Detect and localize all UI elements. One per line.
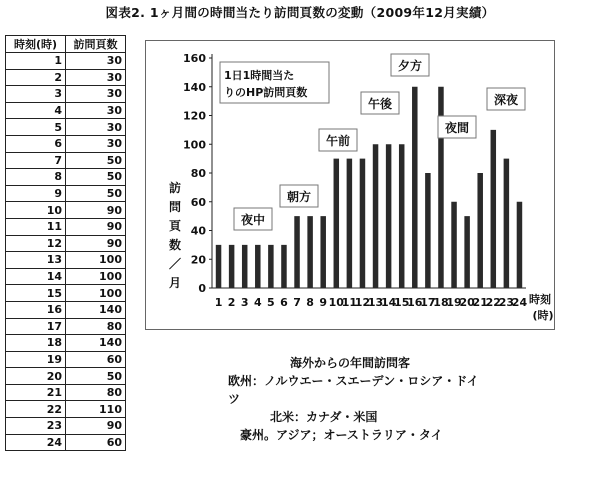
bar [517,202,523,288]
bar [491,130,497,288]
cell-hour: 22 [6,401,66,418]
bar [281,245,287,288]
cell-pages: 80 [66,384,126,401]
cell-hour: 1 [6,53,66,70]
x-tick-label: 8 [306,296,314,309]
x-tick-label: 2 [227,296,236,309]
cell-pages: 90 [66,235,126,252]
cell-pages: 90 [66,202,126,219]
visitors-line-north-america: 北米：カナダ・米国 [270,410,378,424]
cell-hour: 3 [6,86,66,103]
annotation-nighttime: 夜間 [444,121,470,135]
y-tick-label: 140 [183,80,206,94]
annotation-night: 夜中 [240,213,266,227]
annotation-forenoon: 午前 [325,134,351,148]
y-tick-label: 60 [190,195,206,209]
cell-hour: 14 [6,268,66,285]
x-tick-label: 17 [420,296,436,309]
header-hour: 時刻(時) [6,36,66,53]
legend-note-line: りのHP訪問頁数 [224,86,308,99]
x-tick-label: 6 [280,296,288,309]
cell-hour: 9 [6,185,66,202]
bar [386,144,392,288]
x-tick-label: 16 [407,296,423,309]
bar [268,245,274,288]
x-tick-label: 10 [328,296,344,309]
header-pages: 訪問頁数 [66,36,126,53]
y-tick-label: 40 [190,224,206,238]
cell-hour: 21 [6,384,66,401]
cell-pages: 30 [66,86,126,103]
bar [334,159,340,288]
x-tick-label: 13 [367,296,384,309]
y-axis-label: 訪 [168,181,182,195]
bar [504,159,510,288]
x-tick-label: 9 [319,296,328,309]
cell-pages: 100 [66,268,126,285]
annotation-afternoon: 午後 [367,97,393,111]
bar [229,245,235,288]
bar [464,216,470,288]
bar [477,173,483,288]
cell-hour: 15 [6,285,66,302]
cell-pages: 30 [66,69,126,86]
y-tick-label: 0 [198,282,206,295]
visitors-line-europe: 欧州：ノルウエー・スエーデン・ロシア・ドイツ [228,374,479,406]
cell-pages: 100 [66,285,126,302]
cell-pages: 50 [66,185,126,202]
visitors-line-oceania-asia: 豪州。アジア；オーストラリア・タイ [240,428,443,442]
x-tick-label: 12 [354,296,371,309]
x-tick-label: 22 [485,296,501,309]
cell-pages: 110 [66,401,126,418]
x-tick-label: 23 [498,296,515,309]
x-tick-label: 3 [240,296,249,309]
x-tick-label: 24 [511,296,528,309]
x-tick-label: 11 [341,296,358,309]
y-tick-label: 20 [190,253,206,267]
y-axis-label: 月 [168,276,182,290]
y-tick-label: 120 [183,109,206,123]
legend-note-line: 1日1時間当た [224,69,295,82]
x-tick-label: 21 [472,296,488,309]
cell-pages: 30 [66,102,126,119]
cell-pages: 30 [66,53,126,70]
cell-pages: 80 [66,318,126,335]
x-tick-label: 14 [380,296,397,309]
x-tick-label: 1 [214,296,223,309]
y-tick-label: 100 [183,138,206,152]
cell-hour: 18 [6,335,66,352]
x-axis-label-unit: (時) [532,309,554,322]
bar [294,216,300,288]
cell-hour: 12 [6,235,66,252]
bar [399,144,405,288]
cell-pages: 100 [66,252,126,269]
cell-pages: 90 [66,418,126,435]
y-axis-label: 頁 [168,219,182,233]
visitors-heading: 海外からの年間訪問客 [289,356,410,370]
x-tick-label: 20 [459,296,475,309]
cell-hour: 10 [6,202,66,219]
annotation-late-night: 深夜 [493,93,519,107]
cell-hour: 11 [6,218,66,235]
cell-hour: 8 [6,169,66,186]
bar [425,173,431,288]
x-axis-label: 時刻 [529,293,551,306]
cell-hour: 24 [6,434,66,451]
cell-hour: 23 [6,418,66,435]
bar [307,216,313,288]
cell-hour: 13 [6,252,66,269]
cell-pages: 50 [66,169,126,186]
bar [255,245,261,288]
cell-hour: 17 [6,318,66,335]
cell-pages: 140 [66,335,126,352]
figure-title: 図表2. 1ヶ月間の時間当たり訪問頁数の変動（2009年12月実績） [105,5,495,20]
y-axis-label: ／ [168,257,182,271]
y-tick-label: 160 [183,52,206,65]
cell-hour: 16 [6,301,66,318]
bar [360,159,366,288]
annotation-evening: 夕方 [397,59,423,73]
y-axis-label: 問 [168,200,182,214]
bar [242,245,248,288]
bar [412,87,418,288]
cell-pages: 50 [66,152,126,169]
cell-pages: 60 [66,434,126,451]
y-axis-label: 数 [168,238,182,252]
cell-hour: 7 [6,152,66,169]
cell-hour: 5 [6,119,66,136]
x-tick-label: 18 [433,296,449,309]
cell-hour: 4 [6,102,66,119]
cell-pages: 30 [66,135,126,152]
annotation-morning: 朝方 [286,190,312,204]
x-tick-label: 5 [267,296,275,309]
cell-hour: 19 [6,351,66,368]
x-tick-label: 7 [293,296,301,309]
bar [216,245,222,288]
bar [320,216,326,288]
cell-pages: 90 [66,218,126,235]
cell-hour: 20 [6,368,66,385]
cell-pages: 140 [66,301,126,318]
cell-pages: 60 [66,351,126,368]
cell-hour: 6 [6,135,66,152]
cell-pages: 30 [66,119,126,136]
x-tick-label: 4 [253,296,262,309]
x-tick-label: 19 [446,296,462,309]
bar [347,159,353,288]
y-tick-label: 80 [190,167,206,180]
x-tick-label: 15 [394,296,410,309]
bar [373,144,379,288]
cell-pages: 50 [66,368,126,385]
bar [451,202,457,288]
overseas-visitors [220,354,480,444]
cell-hour: 2 [6,69,66,86]
